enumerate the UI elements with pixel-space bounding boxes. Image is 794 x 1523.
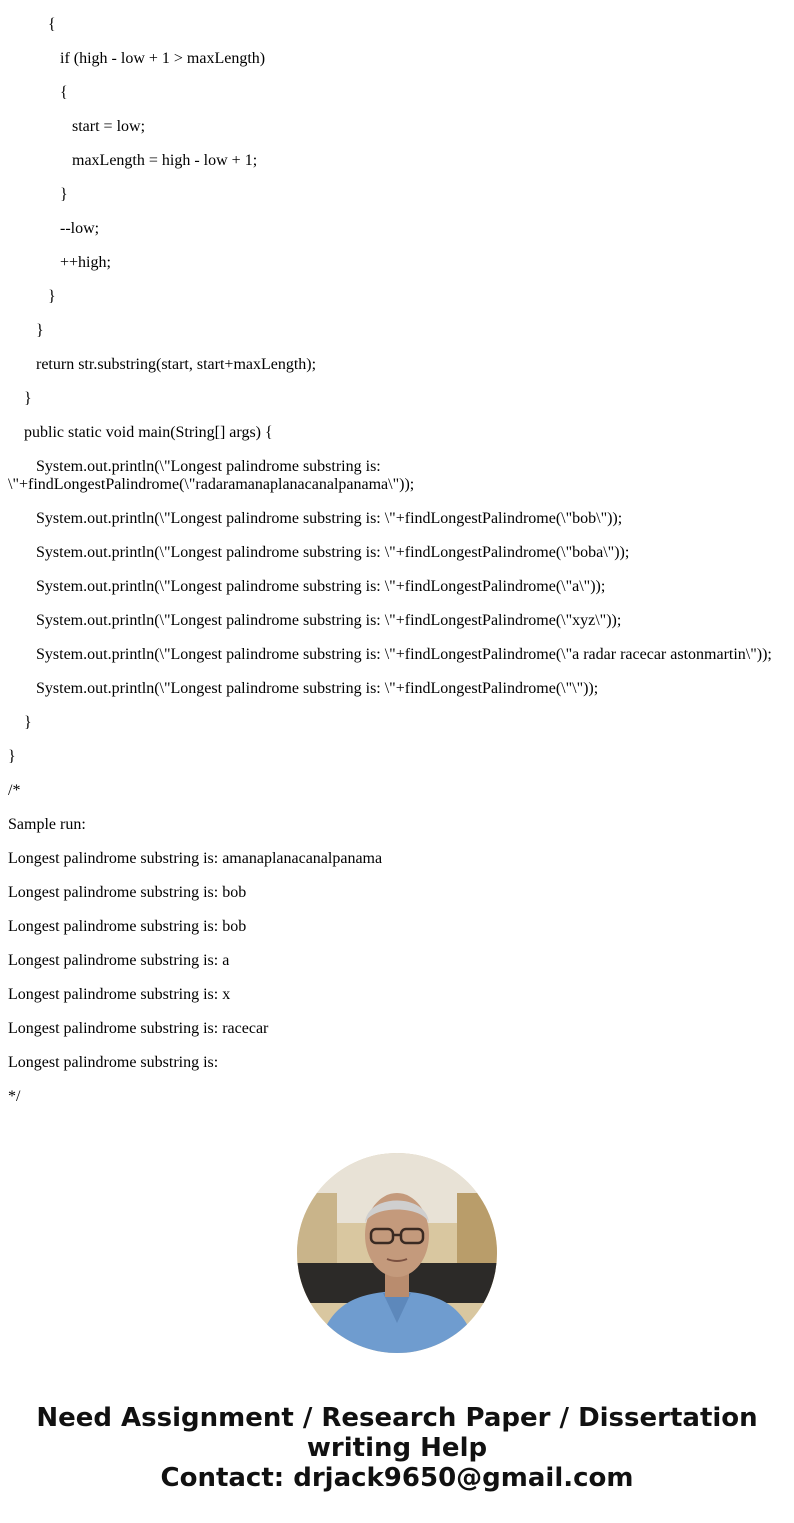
code-line: System.out.println(\"Longest palindrome substring is: \"+findLongestPalindrome(\"radaramanaplanacanalpanama\")); bbox=[8, 458, 415, 493]
code-line: ++high; bbox=[60, 254, 111, 271]
code-line: System.out.println(\"Longest palindrome substring is: \"+findLongestPalindrome(\"bob\")); bbox=[36, 510, 623, 527]
code-line: { bbox=[48, 16, 56, 33]
code-line: System.out.println(\"Longest palindrome substring is: \"+findLongestPalindrome(\"\")); bbox=[36, 680, 599, 697]
code-line: System.out.println(\"Longest palindrome substring is: \"+findLongestPalindrome(\"a\")); bbox=[36, 578, 606, 595]
code-line: Longest palindrome substring is: racecar bbox=[8, 1020, 269, 1037]
help-contact-banner bbox=[0, 1403, 794, 1493]
code-line: Longest palindrome substring is: x bbox=[8, 986, 231, 1003]
cta-contact: Contact: drjack9650@gmail.com bbox=[160, 1463, 634, 1493]
code-line: if (high - low + 1 > maxLength) bbox=[60, 50, 266, 67]
code-line: { bbox=[60, 84, 68, 101]
code-line: Longest palindrome substring is: a bbox=[8, 952, 230, 969]
code-line: maxLength = high - low + 1; bbox=[72, 152, 258, 169]
code-line: Sample run: bbox=[8, 816, 86, 833]
code-line: } bbox=[24, 390, 32, 407]
cta-line-2: writing Help bbox=[306, 1433, 488, 1463]
author-avatar bbox=[297, 1153, 497, 1353]
code-line: Longest palindrome substring is: bbox=[8, 1054, 219, 1071]
author-photo-icon bbox=[297, 1153, 497, 1353]
code-line: /* bbox=[8, 782, 21, 799]
code-line: return str.substring(start, start+maxLength); bbox=[36, 356, 317, 373]
code-line: } bbox=[60, 186, 68, 203]
code-line: */ bbox=[8, 1088, 21, 1105]
code-line: Longest palindrome substring is: amanaplanacanalpanama bbox=[8, 850, 383, 867]
code-line: } bbox=[36, 322, 44, 339]
code-line: System.out.println(\"Longest palindrome substring is: \"+findLongestPalindrome(\"boba\")); bbox=[36, 544, 630, 561]
code-line: public static void main(String[] args) { bbox=[24, 424, 273, 441]
code-line: start = low; bbox=[72, 118, 146, 135]
cta-line-1: Need Assignment / Research Paper / Dissertation bbox=[36, 1403, 758, 1433]
code-line: } bbox=[48, 288, 56, 305]
code-line: --low; bbox=[60, 220, 100, 237]
code-line: } bbox=[8, 748, 16, 765]
code-line: System.out.println(\"Longest palindrome substring is: \"+findLongestPalindrome(\"xyz\")); bbox=[36, 612, 622, 629]
code-line: Longest palindrome substring is: bob bbox=[8, 918, 247, 935]
code-line: Longest palindrome substring is: bob bbox=[8, 884, 247, 901]
code-line: System.out.println(\"Longest palindrome substring is: \"+findLongestPalindrome(\"a radar racecar astonmartin\")); bbox=[36, 646, 772, 663]
code-line: } bbox=[24, 714, 32, 731]
